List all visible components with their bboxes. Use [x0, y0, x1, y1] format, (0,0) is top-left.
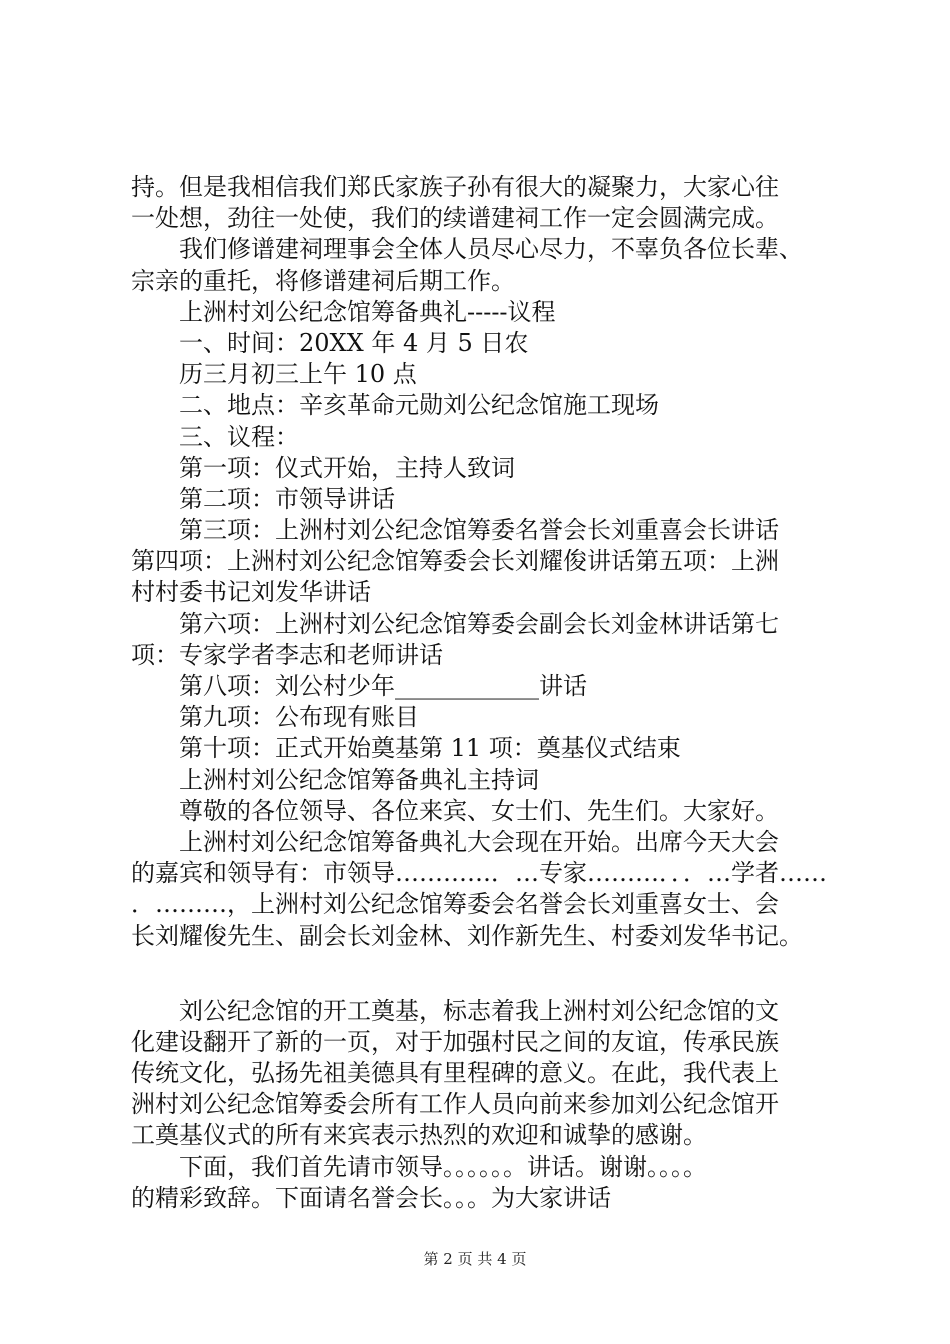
- text-line: 工奠基仪式的所有来宾表示热烈的欢迎和诚挚的感谢。: [131, 1121, 707, 1150]
- text-line: ．………，上洲村刘公纪念馆筹委会名誉会长刘重喜女士、会: [131, 890, 779, 919]
- text-line: 尊敬的各位领导、各位来宾、女士们、先生们。大家好。: [179, 796, 779, 825]
- text-line: 项：专家学者李志和老师讲话: [131, 640, 443, 669]
- text-line: 一处想，劲往一处使，我们的续谱建祠工作一定会圆满完成。: [131, 204, 779, 233]
- agenda-item: 第一项：仪式开始，主持人致词: [179, 453, 515, 482]
- text-line: 长刘耀俊先生、副会长刘金林、刘作新先生、村委刘发华书记。: [131, 921, 803, 950]
- text-line: 宗亲的重托，将修谱建祠后期工作。: [131, 266, 515, 295]
- text-line: 的精彩致辞。下面请名誉会长。。。为大家讲话: [131, 1183, 611, 1212]
- text-line: 传统文化，弘扬先祖美德具有里程碑的意义。在此，我代表上: [131, 1059, 779, 1088]
- agenda-item: 第六项：上洲村刘公纪念馆筹委会副会长刘金林讲话第七: [179, 609, 779, 638]
- text-line: 持。但是我相信我们郑氏家族子孙有很大的凝聚力，大家心往: [131, 173, 779, 201]
- agenda-item: 第三项：上洲村刘公纪念馆筹委名誉会长刘重喜会长讲话: [179, 516, 779, 545]
- text-line: 我们修谱建祠理事会全体人员尽心尽力，不辜负各位长辈、: [179, 235, 803, 264]
- text-line: 二、地点：辛亥革命元勋刘公纪念馆施工现场: [179, 391, 659, 420]
- agenda-item: 第八项：刘公村少年____________讲话: [179, 672, 587, 700]
- text-line: 下面，我们首先请市领导。。。。。。讲话。谢谢。。。。: [179, 1152, 707, 1181]
- text-line: 洲村刘公纪念馆筹委会所有工作人员向前来参加刘公纪念馆开: [131, 1090, 779, 1119]
- agenda-title: 上洲村刘公纪念馆筹备典礼-----议程: [179, 297, 556, 326]
- text-line: 村村委书记刘发华讲话: [131, 578, 371, 607]
- agenda-item: 第九项：公布现有账目: [179, 703, 419, 732]
- text-line: 上洲村刘公纪念馆筹备典礼大会现在开始。出席今天大会: [179, 827, 779, 856]
- text-line: 三、议程：: [179, 422, 299, 451]
- paragraph-gap: [131, 952, 831, 996]
- page-number-footer: 第 2 页 共 4 页: [423, 1250, 527, 1268]
- agenda-item: 第十项：正式开始奠基第 11 项：奠基仪式结束: [179, 734, 681, 763]
- text-line: 历三月初三上午 10 点: [179, 360, 417, 389]
- speech-title: 上洲村刘公纪念馆筹备典礼主持词: [179, 765, 539, 794]
- agenda-item: 第二项：市领导讲话: [179, 484, 395, 513]
- text-line: 刘公纪念馆的开工奠基，标志着我上洲村刘公纪念馆的文: [179, 996, 779, 1025]
- agenda-item: 第四项：上洲村刘公纪念馆筹委会长刘耀俊讲话第五项：上洲: [131, 547, 779, 576]
- document-body: [131, 172, 831, 1214]
- text-line: 化建设翻开了新的一页，对于加强村民之间的友谊，传承民族: [131, 1027, 779, 1056]
- text-line: 一、时间：20XX 年 4 月 5 日农: [179, 328, 529, 357]
- text-line: 的嘉宾和领导有：市领导…………．…专家………．．．…学者……: [131, 859, 827, 888]
